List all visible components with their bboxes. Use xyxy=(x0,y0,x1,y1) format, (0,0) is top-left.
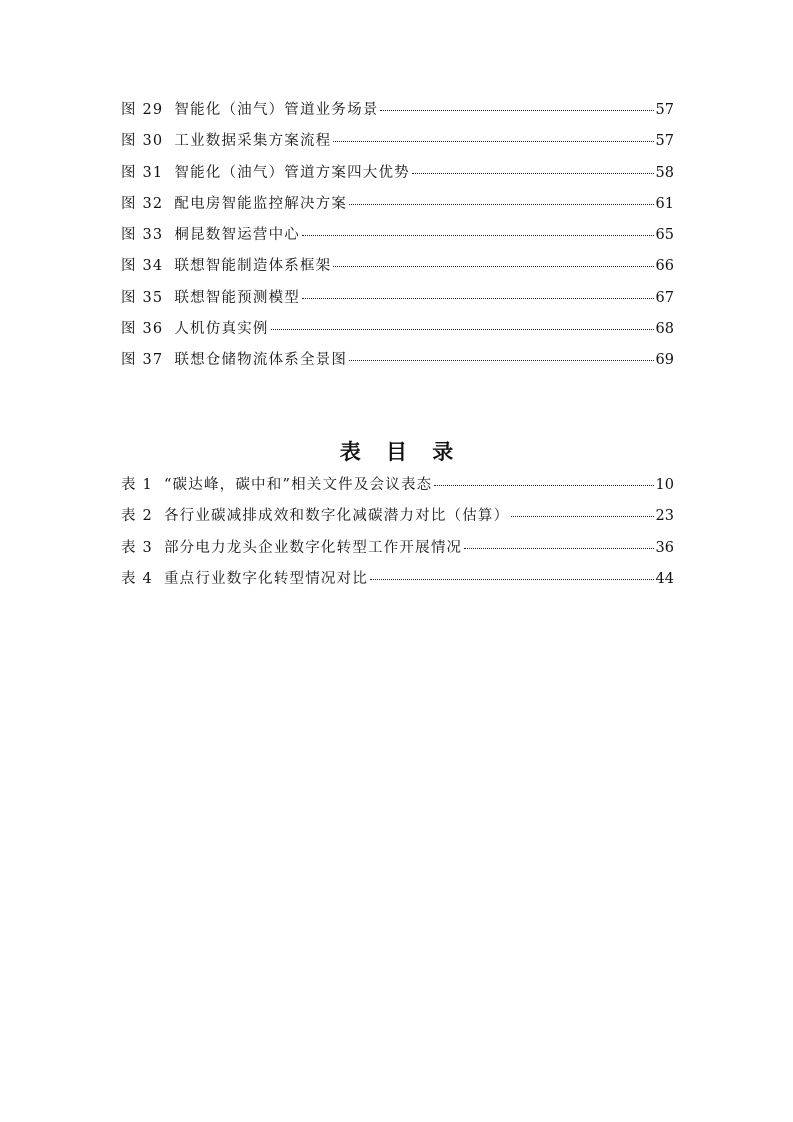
dot-leader xyxy=(302,298,654,299)
entry-label: 图 32 xyxy=(121,195,164,212)
entry-title: “碳达峰，碳中和”相关文件及会议表态 xyxy=(163,477,433,493)
entry-title: 工业数据采集方案流程 xyxy=(174,133,332,150)
entry-label: 表 4 xyxy=(121,570,153,587)
entry-page-number: 58 xyxy=(655,164,674,181)
toc-entry-figure-31[interactable] xyxy=(121,161,674,192)
entry-title: 联想智能预测模型 xyxy=(174,289,300,306)
entry-title: 联想智能制造体系框架 xyxy=(174,258,332,275)
entry-page-number: 67 xyxy=(655,289,674,306)
entry-page-number: 61 xyxy=(655,195,674,212)
entry-title: 智能化（油气）管道方案四大优势 xyxy=(174,164,410,181)
entry-title: 桐昆数智运营中心 xyxy=(174,227,300,244)
toc-entry-figure-36[interactable] xyxy=(121,317,674,348)
entry-page-number: 57 xyxy=(655,102,674,118)
entry-page-number: 65 xyxy=(655,227,674,244)
toc-entry-table-2[interactable] xyxy=(121,504,674,535)
entry-page-number: 68 xyxy=(655,321,674,338)
dot-leader xyxy=(333,266,653,267)
table-list-heading: 表 目 录 xyxy=(339,440,463,464)
dot-leader xyxy=(333,141,653,142)
entry-label: 图 34 xyxy=(121,258,164,275)
entry-label: 图 33 xyxy=(121,227,164,244)
toc-entry-table-3[interactable] xyxy=(121,536,674,567)
entry-page-number: 10 xyxy=(655,477,674,493)
toc-entry-figure-30[interactable] xyxy=(121,129,674,160)
toc-entry-table-4[interactable] xyxy=(121,567,674,598)
entry-title: 部分电力龙头企业数字化转型工作开展情况 xyxy=(163,539,463,556)
entry-page-number: 57 xyxy=(655,133,674,150)
figure-list xyxy=(121,98,674,380)
toc-entry-figure-37[interactable] xyxy=(121,348,674,379)
toc-entry-figure-34[interactable] xyxy=(121,254,674,285)
dot-leader xyxy=(349,360,653,361)
table-list xyxy=(121,473,674,598)
toc-entry-figure-35[interactable] xyxy=(121,286,674,317)
toc-entry-table-1[interactable] xyxy=(121,473,674,504)
toc-entry-figure-33[interactable] xyxy=(121,223,674,254)
toc-entry-figure-29[interactable] xyxy=(121,98,674,129)
dot-leader xyxy=(412,173,654,174)
dot-leader xyxy=(271,329,654,330)
entry-label: 图 31 xyxy=(121,164,164,181)
dot-leader xyxy=(302,235,654,236)
entry-page-number: 69 xyxy=(655,352,674,369)
entry-title: 智能化（油气）管道业务场景 xyxy=(174,102,379,118)
entry-title: 配电房智能监控解决方案 xyxy=(174,195,348,212)
entry-label: 图 35 xyxy=(121,289,164,306)
entry-title: 人机仿真实例 xyxy=(174,321,269,338)
entry-title: 联想仓储物流体系全景图 xyxy=(174,352,348,369)
dot-leader xyxy=(511,516,653,517)
dot-leader xyxy=(464,548,653,549)
entry-title: 重点行业数字化转型情况对比 xyxy=(163,570,369,587)
dot-leader xyxy=(349,204,653,205)
toc-entry-figure-32[interactable] xyxy=(121,192,674,223)
dot-leader xyxy=(370,579,654,580)
entry-label: 图 30 xyxy=(121,133,164,150)
entry-page-number: 23 xyxy=(655,508,674,525)
entry-page-number: 36 xyxy=(655,539,674,556)
dot-leader xyxy=(434,485,653,486)
entry-label: 图 29 xyxy=(121,102,164,118)
entry-label: 表 3 xyxy=(121,539,153,556)
dot-leader xyxy=(380,110,653,111)
entry-label: 表 1 xyxy=(121,477,153,493)
entry-label: 图 36 xyxy=(121,321,164,338)
entry-page-number: 66 xyxy=(655,258,674,275)
entry-page-number: 44 xyxy=(655,570,674,587)
entry-label: 图 37 xyxy=(121,352,164,369)
entry-title: 各行业碳减排成效和数字化减碳潜力对比（估算） xyxy=(163,508,510,525)
entry-label: 表 2 xyxy=(121,508,153,525)
